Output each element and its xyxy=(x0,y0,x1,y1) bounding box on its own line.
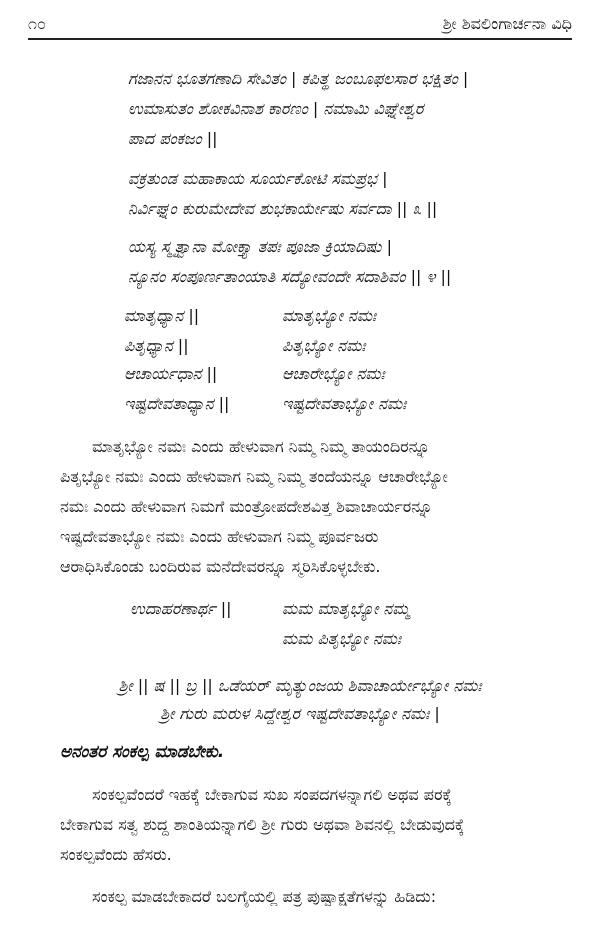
dhyana-left: ಆಚಾರ್ಯಧಾನ || xyxy=(124,364,218,383)
dhyana-left: ಪಿತೃಧ್ಯಾನ || xyxy=(124,336,189,355)
dhyana-left: ಇಷ್ಟದೇವತಾಧ್ಯಾನ || xyxy=(124,394,230,413)
dhyana-right: ಪಿತೃಭ್ಯೋ ನಮಃ xyxy=(282,336,366,355)
running-title: ಶ್ರೀ ಶಿವಲಿಂಗಾರ್ಚನಾ ವಿಧಿ xyxy=(442,14,572,33)
paragraph-line: ನಮಃ ಎಂದು ಹೇಳುವಾಗ ನಿಮಗೆ ಮಂತ್ರೋಪದೇಶವಿತ್ತ ಶಿವಾಚಾರ್ಯರನ್ನೂ xyxy=(60,497,433,516)
verse-line: ಪಾದ ಪಂಕಜಂ || xyxy=(128,129,218,148)
verse-line: ನಿರ್ವಿಘ್ನಂ ಕುರುಮೇದೇವ ಶುಭಕಾರ್ಯೇಷು ಸರ್ವದಾ || ೩ || xyxy=(128,199,438,218)
dhyana-left: ಮಾತೃಧ್ಯಾನ || xyxy=(124,306,200,325)
example-line: ಮಮ ಪಿತೃಭ್ಯೋ ನಮಃ xyxy=(282,629,401,648)
paragraph-line: ಇಷ್ಟದೇವತಾಭ್ಯೋ ನಮಃ ಎಂದು ಹೇಳುವಾಗ ನಿಮ್ಮ ಪೂರ್ವಜರು xyxy=(60,527,379,546)
dhyana-right: ಮಾತೃಭ್ಯೋ ನಮಃ xyxy=(282,306,377,325)
paragraph-line: ಮಾತೃಭ್ಯೋ ನಮಃ ಎಂದು ಹೇಳುವಾಗ ನಿಮ್ಮ ನಿಮ್ಮ ತಾಯಂದಿರನ್ನೂ xyxy=(92,437,430,456)
dhyana-right: ಆಚಾರೇಭ್ಯೋ ನಮಃ xyxy=(282,364,385,383)
paragraph-line: ಪಿತೃಭ್ಯೋ ನಮಃ ಎಂದು ಹೇಳುವಾಗ ನಿಮ್ಮ ನಿಮ್ಮ ತಂದೆಯನ್ನೂ ಆಚಾರೇಭ್ಯೋ xyxy=(60,467,448,486)
example-label: ಉದಾಹರಣಾರ್ಥ || xyxy=(130,599,232,618)
dhyana-row xyxy=(124,336,544,358)
paragraph-line: ಆರಾಧಿಸಿಕೊಂಡು ಬಂದಿರುವ ಮನೆದೇವರನ್ನೂ ಸ್ಮರಿಸಿಕೊಳ್ಳಬೇಕು. xyxy=(60,557,381,576)
verse-line: ನ್ಯೂನಂ ಸಂಪೂರ್ಣತಾಂಯಾತಿ ಸದ್ಯೋವಂದೇ ಸದಾಶಿವಂ || ೪ || xyxy=(128,267,452,286)
dhyana-row xyxy=(124,364,544,386)
paragraph-line: ಬೇಕಾಗುವ ಸತ್ವ ಶುದ್ದ ಶಾಂತಿಯನ್ನಾಗಲಿ ಶ್ರೀ ಗುರು ಅಥವಾ ಶಿವನಲ್ಲಿ ಬೇಡುವುದಕ್ಕೆ xyxy=(60,815,465,834)
page-header xyxy=(28,10,572,40)
verse-line: ವಕ್ರತುಂಡ ಮಹಾಕಾಯ ಸೂರ್ಯಕೋಟಿ ಸಮಪ್ರಭ | xyxy=(128,169,388,188)
verse-line: ಗಜಾನನ ಭೂತಗಣಾದಿ ಸೇವಿತಂ | ಕಪಿತ್ಥ ಜಂಬೂಫಲಸಾರ ಭಕ್ಷಿತಂ | xyxy=(128,69,469,88)
dhyana-right: ಇಷ್ಟದೇವತಾಭ್ಯೋ ನಮಃ xyxy=(282,394,407,413)
invocation-line: ಶ್ರೀ || ಷ || ಬ್ರ || ಒಡೆಯರ್ ಮೃತ್ಯುಂಜಯ ಶಿವಾಚಾರ್ಯೇಭ್ಯೋ ನಮಃ xyxy=(118,676,482,695)
paragraph-line: ಸಂಕಲ್ಪವೆಂದರೆ ಇಹಕ್ಕೆ ಬೇಕಾಗುವ ಸುಖ ಸಂಪದಗಳನ್ನಾಗಲಿ ಅಥವ ಪರಕ್ಕೆ xyxy=(92,785,452,804)
invocation-line: ಶ್ರೀ ಗುರು ಮರುಳ ಸಿದ್ದೇಶ್ವರ ಇಷ್ಟದೇವತಾಭ್ಯೋ ನಮಃ | xyxy=(160,704,440,723)
section-heading: ಅನಂತರ ಸಂಕಲ್ಪ ಮಾಡಬೇಕು. xyxy=(60,742,225,762)
paragraph-line: ಸಂಕಲ್ಪ ಮಾಡಬೇಕಾದರೆ ಬಲಗೈಯಲ್ಲಿ ಪತ್ರ ಪುಷ್ಪಾಕ್ಷತೆಗಳನ್ನು ಹಿಡಿದು: xyxy=(92,887,437,906)
verse-line: ಉಮಾಸುತಂ ಶೋಕವಿನಾಶ ಕಾರಣಂ | ನಮಾಮಿ ವಿಘ್ನೇಶ್ವರ xyxy=(128,99,424,118)
page-number: ೧೦ xyxy=(28,14,46,33)
dhyana-row xyxy=(124,394,544,416)
paragraph-line: ಸಂಕಲ್ಪವೆಂದು ಹೆಸರು. xyxy=(60,845,172,864)
dhyana-row xyxy=(124,306,544,328)
verse-line: ಯಸ್ಯ ಸ್ಮೃತ್ವಾನಾ ಮೋಕ್ತ್ಯಾ ತಪಃ ಪೂಜಾ ಕ್ರಿಯಾದಿಷು | xyxy=(128,237,392,256)
example-line: ಮಮ ಮಾತೃಭ್ಯೋ ನಮ್ಮ xyxy=(282,599,410,618)
